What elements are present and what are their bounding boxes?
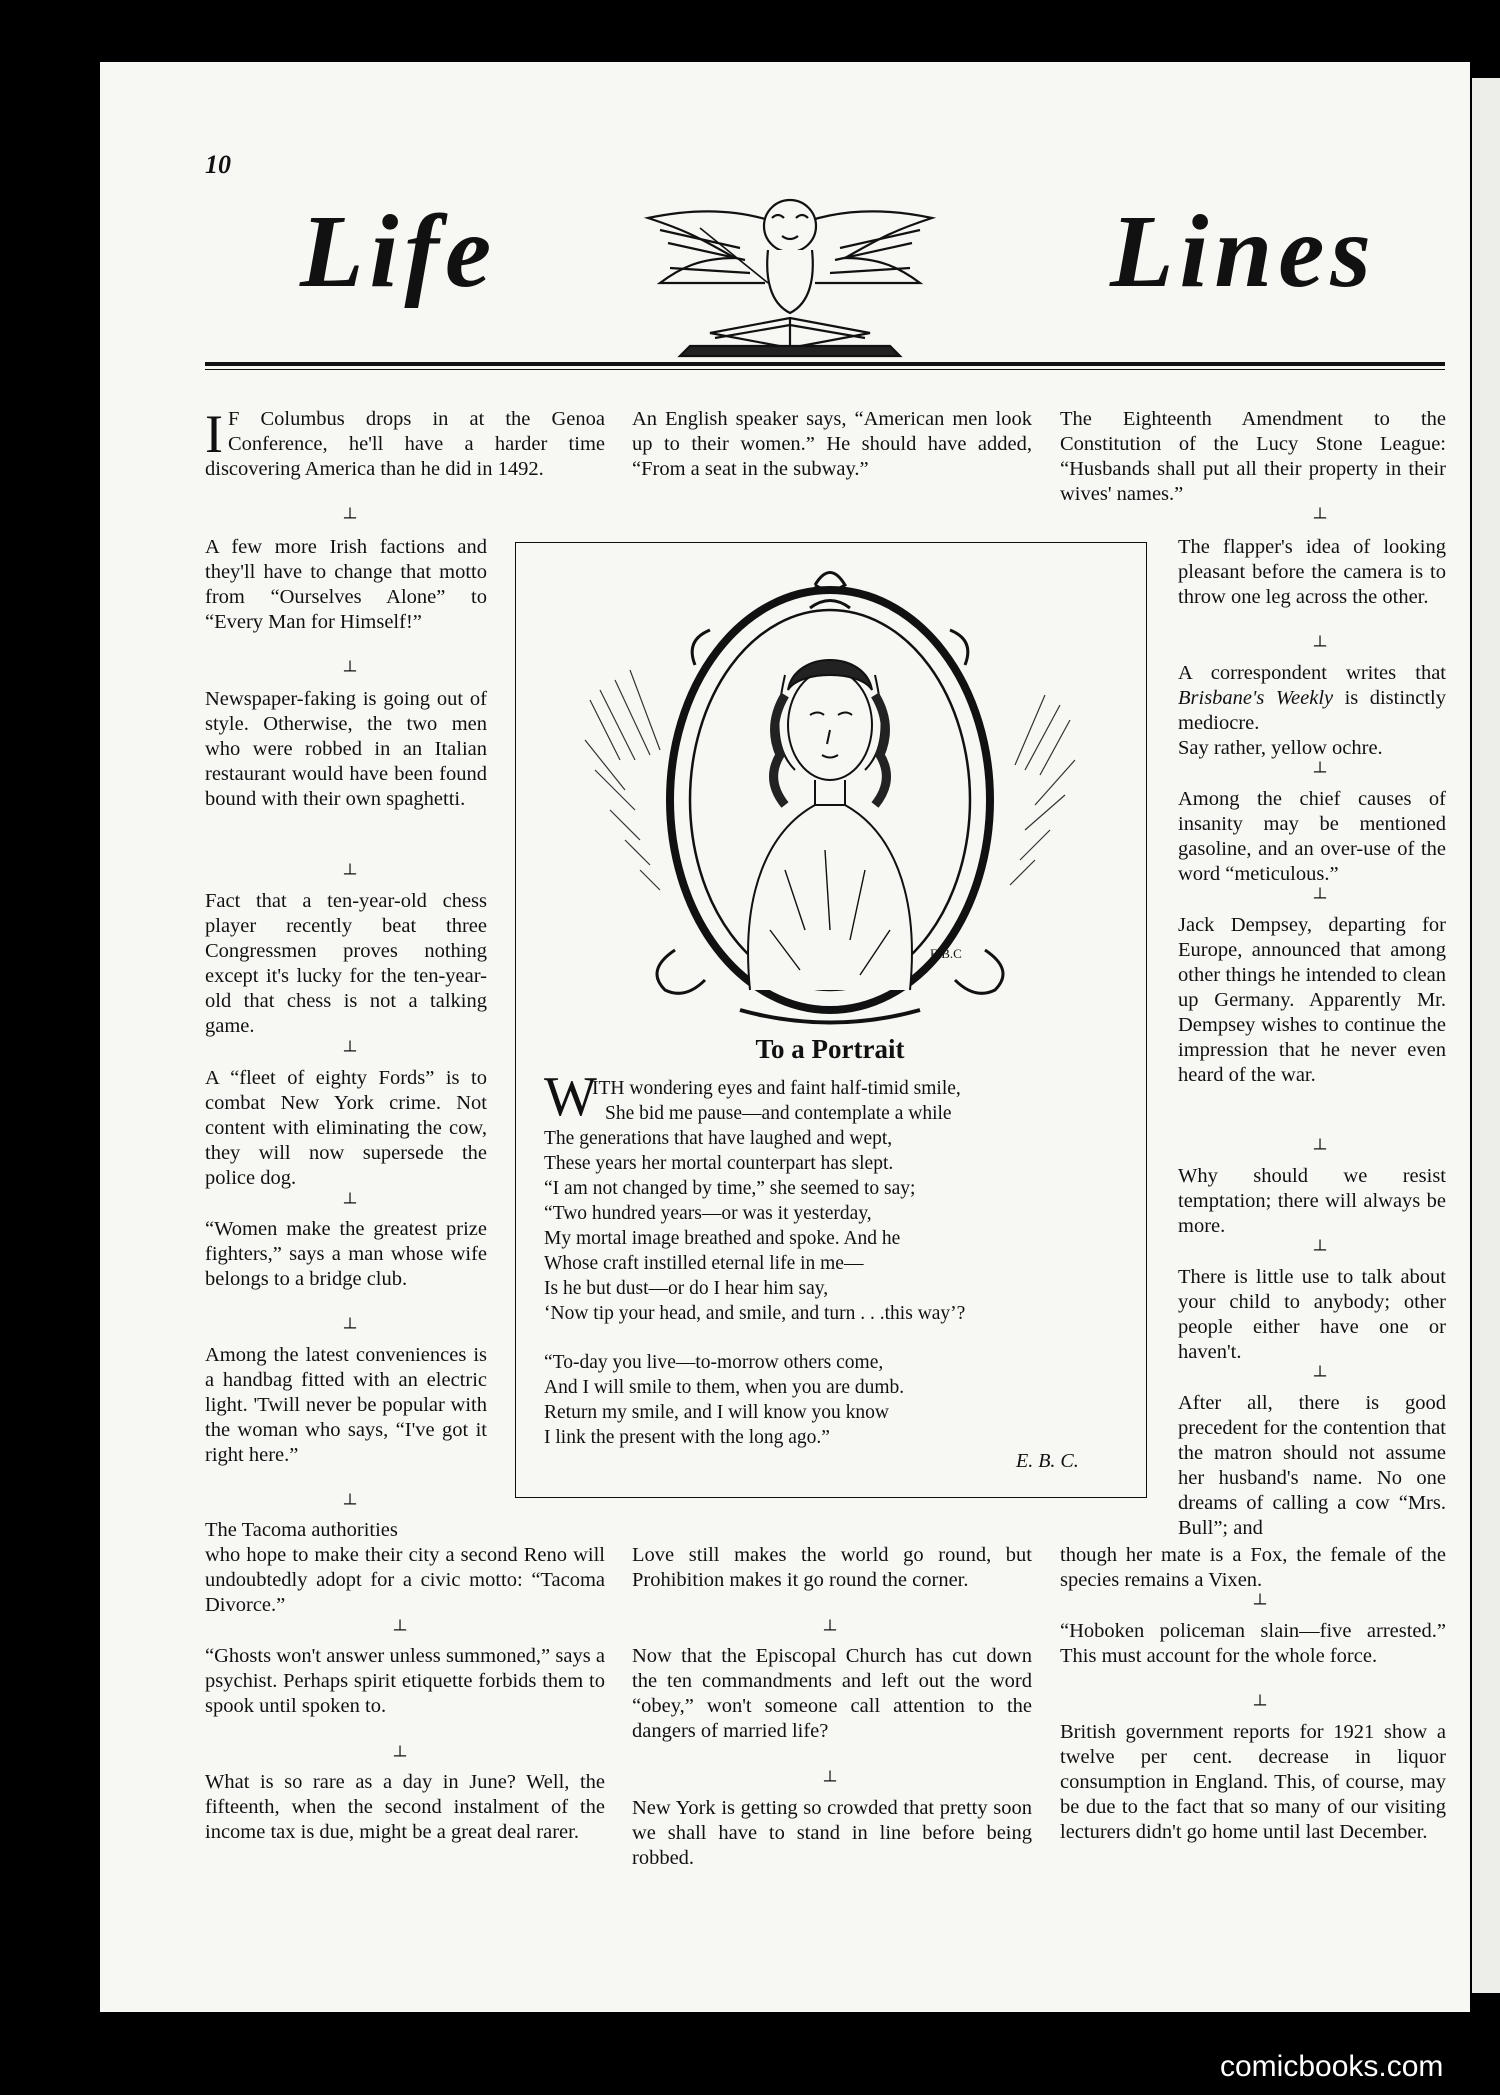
column3-item-8a: After all, there is good precedent for the contention that the matron should not assume her husband's name. No one dreams of calling a cow “Mrs. Bull”; and	[1178, 1392, 1446, 1539]
portrait-illustration	[570, 570, 1090, 1030]
poem-line: Return my smile, and I will know you know	[544, 1402, 890, 1423]
separator-ornament: ┴	[1253, 1695, 1267, 1714]
separator-ornament: ┴	[823, 1771, 837, 1790]
column1-item-6: “Women make the greatest prize fighters,” says a man whose wife belongs to a bridge club.	[205, 1218, 487, 1290]
poem-line: Whose craft instilled eternal life in me—	[544, 1253, 864, 1274]
poem-line: These years her mortal counterpart has slept.	[544, 1153, 894, 1174]
heading-life: Life	[300, 194, 498, 309]
column3-item-3	[1178, 661, 1446, 761]
separator-ornament: ┴	[1313, 508, 1327, 527]
separator-ornament: ┴	[343, 508, 357, 527]
column1-item-3: Newspaper-faking is going out of style. Otherwise, the two men who were robbed in an Italian restaurant would have been found bound with their own spaghetti.	[205, 688, 487, 810]
separator-ornament: ┴	[343, 864, 357, 883]
separator-ornament: ┴	[1313, 636, 1327, 655]
column3-item-10: British government reports for 1921 show a twelve per cent. decrease in liquor consumption in England. This, of course, may be due to the fact that so many of our visiting lecturers didn't go home until last December.	[1060, 1721, 1446, 1843]
column3-item-1: The Eighteenth Amendment to the Constitution of the Lucy Stone League: “Husbands shall put all their property in their wives' names.”	[1060, 408, 1446, 505]
separator-ornament: ┴	[1313, 888, 1327, 907]
separator-ornament: ┴	[1313, 762, 1327, 781]
column3-item-5: Jack Dempsey, departing for Europe, announced that among other things he intended to clean up Germany. Apparently Mr. Dempsey wishes to continue the impression that he never even heard of the war.	[1178, 914, 1446, 1086]
column3-item-6: Why should we resist temptation; there will always be more.	[1178, 1165, 1446, 1237]
item-text: is distinctly mediocre.	[1178, 687, 1447, 734]
poem-signature: E. B. C.	[1016, 1450, 1079, 1472]
column3-item-2: The flapper's idea of looking pleasant before the camera is to throw one leg across the other.	[1178, 536, 1446, 608]
column1-item-8a: The Tacoma authorities	[205, 1519, 398, 1541]
column1-item-4: Fact that a ten-year-old chess player recently beat three Congressmen proves nothing except it's lucky for the ten-year-old that chess is not a talking game.	[205, 890, 487, 1037]
separator-ornament: ┴	[343, 661, 357, 680]
column3-item-8b: though her mate is a Fox, the female of the species remains a Vixen.	[1060, 1544, 1446, 1591]
poem-line: My mortal image breathed and spoke. And he	[544, 1228, 901, 1249]
separator-ornament: ┴	[343, 1193, 357, 1212]
header-rule	[205, 362, 1445, 366]
separator-ornament: ┴	[343, 1494, 357, 1513]
poem-line: ITH wondering eyes and faint half-timid smile,	[592, 1078, 961, 1099]
item-text: Say rather, yellow ochre.	[1178, 737, 1383, 759]
column2-item-1: An English speaker says, “American men look up to their women.” He should have added, “From a seat in the subway.”	[632, 408, 1032, 480]
poem-line: “Two hundred years—or was it yesterday,	[544, 1203, 872, 1224]
column3-item-9: “Hoboken policeman slain—five arrested.” This must account for the whole force.	[1060, 1620, 1446, 1667]
poem-line: “I am not changed by time,” she seemed to say;	[544, 1178, 916, 1199]
poem-line: The generations that have laughed and wept,	[544, 1128, 893, 1149]
separator-ornament: ┴	[1313, 1366, 1327, 1385]
poem-line: ‘Now tip your head, and smile, and turn . . .this way’?	[544, 1303, 966, 1324]
column1-item-7: Among the latest conveniences is a handbag fitted with an electric light. 'Twill never be popular with the woman who says, “I've got it right here.”	[205, 1344, 487, 1466]
column1-item-1	[205, 404, 605, 482]
facing-page-edge	[1472, 78, 1500, 1993]
separator-ornament: ┴	[1313, 1139, 1327, 1158]
column2-item-3: Now that the Episcopal Church has cut down the ten commandments and left out the word “obey,” won't someone call attention to the dangers of married life?	[632, 1645, 1032, 1742]
separator-ornament: ┴	[393, 1620, 407, 1639]
item-text: A correspondent writes that	[1178, 662, 1446, 684]
column1-item-10: What is so rare as a day in June? Well, the fifteenth, when the second instalment of the income tax is due, might be a great deal rarer.	[205, 1771, 605, 1843]
poem-drop-cap: W	[544, 1066, 597, 1128]
poem-line: And I will smile to them, when you are dumb.	[544, 1377, 905, 1398]
separator-ornament: ┴	[343, 1041, 357, 1060]
cherub-illustration	[640, 188, 940, 363]
column1-item-2: A few more Irish factions and they'll have to change that motto from “Ourselves Alone” to “Every Man for Himself!”	[205, 536, 487, 633]
column2-item-4: New York is getting so crowded that pretty soon we shall have to stand in line before being robbed.	[632, 1797, 1032, 1869]
column1-item-8b: who hope to make their city a second Reno will undoubtedly adopt for a civic motto: “Tacoma Divorce.”	[205, 1544, 605, 1616]
separator-ornament: ┴	[1253, 1594, 1267, 1613]
column3-item-4: Among the chief causes of insanity may be mentioned gasoline, and an over-use of the word “meticulous.”	[1178, 788, 1446, 885]
poem-line: Is he but dust—or do I hear him say,	[544, 1278, 829, 1299]
separator-ornament: ┴	[1313, 1240, 1327, 1259]
poem-title: To a Portrait	[755, 1034, 905, 1064]
header-rule-thin	[205, 369, 1445, 370]
heading-lines: Lines	[1110, 194, 1377, 309]
watermark: comicbooks.com	[1220, 2050, 1444, 2083]
column3-item-7: There is little use to talk about your child to anybody; other people either have one or haven't.	[1178, 1266, 1446, 1363]
column2-item-2: Love still makes the world go round, but Prohibition makes it go round the corner.	[632, 1544, 1032, 1591]
separator-ornament: ┴	[343, 1318, 357, 1337]
artist-mark: E.B.C	[930, 946, 962, 961]
poem-line: She bid me pause—and contemplate a while	[605, 1103, 952, 1124]
page-number: 10	[205, 150, 231, 179]
publication-title: Brisbane's Weekly	[1178, 687, 1334, 709]
poem-line: “To-day you live—to-morrow others come,	[544, 1352, 884, 1373]
drop-cap: I	[205, 404, 223, 464]
poem-line: I link the present with the long ago.”	[544, 1427, 830, 1448]
item-text: F Columbus drops in at the Genoa Conference, he'll have a harder time discovering America than he did in 1492.	[205, 408, 605, 480]
column1-item-5: A “fleet of eighty Fords” is to combat New York crime. Not content with eliminating the cow, they will now supersede the police dog.	[205, 1067, 487, 1189]
separator-ornament: ┴	[393, 1746, 407, 1765]
separator-ornament: ┴	[823, 1620, 837, 1639]
column1-item-9: “Ghosts won't answer unless summoned,” says a psychist. Perhaps spirit etiquette forbids them to spook until spoken to.	[205, 1645, 605, 1717]
